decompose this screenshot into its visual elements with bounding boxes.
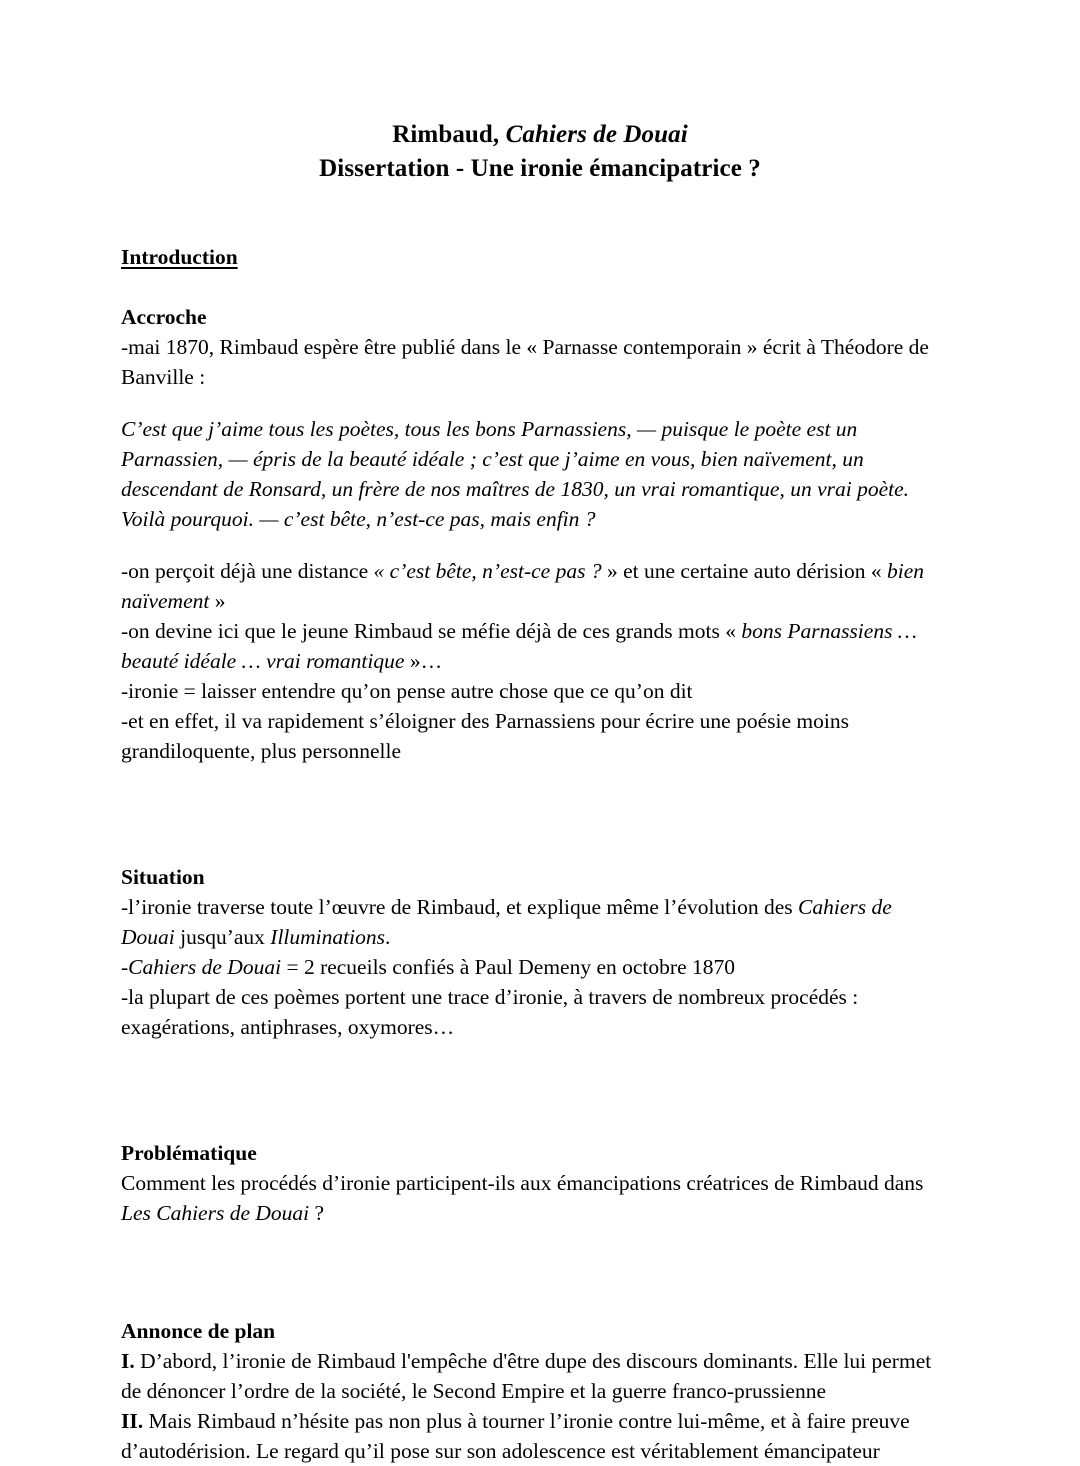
note-2-segment-b: »… [404,649,443,673]
note-1-segment-b: » et une certaine auto dérision « [601,559,887,583]
subheading-annonce-de-plan: Annonce de plan [121,1319,276,1343]
situation-2-work: Cahiers de Douai [128,955,282,979]
plan-part-2 [121,1406,950,1466]
plan-part-2-text: Mais Rimbaud n’hésite pas non plus à tourner l’ironie contre lui-même, et à faire preuve d’autodérision. Le regard qu’il pose sur son adolescence est véritablement émancipateur [121,1409,910,1463]
note-2-segment-a: -on devine ici que le jeune Rimbaud se méfie déjà de ces grands mots « [121,619,742,643]
subheading-problematique: Problématique [121,1141,257,1165]
problematique-work: Les Cahiers de Douai [121,1201,310,1225]
problematique-segment-b: ? [309,1201,325,1225]
problematique-text [121,1168,950,1228]
title-line-2: Dissertation - Une ironie émancipatrice ? [319,155,761,182]
heading-introduction: Introduction [121,245,238,269]
plan-part-1 [121,1346,950,1406]
title-line-1 [0,118,1080,152]
situation-1-work-1: Cahiers de Douai [121,895,892,949]
accroche-note-2 [121,616,950,676]
note-2-quote: bons Parnassiens … beauté idéale … vrai romantique [121,619,917,673]
spacer [121,272,950,302]
plan-part-2-marker: II. [121,1409,144,1433]
plan-part-1-marker: I. [121,1349,135,1373]
note-1-segment-c: » [209,589,226,613]
spacer [121,392,950,414]
problematique-segment-a: Comment les procédés d’ironie participent-ils aux émancipations créatrices de Rimbaud dans [121,1171,924,1195]
title-work-name: Cahiers de Douai [505,121,688,148]
note-1-segment-a: -on perçoit déjà une distance [121,559,374,583]
document-title [0,0,1080,186]
situation-1-work-2: Illuminations [270,925,385,949]
accroche-quotation: C’est que j’aime tous les poètes, tous les bons Parnassiens, — puisque le poète est un Parnassien, — épris de la beauté idéale ; c’est que j’aime en vous, bien naïvement, un descendant de Ronsard, un frère de nos maîtres de 1830, un vrai romantique, un vrai poète. Voilà pourquoi. — c’est bête, n’est-ce pas, mais enfin ? [121,417,910,531]
situation-2-segment-a: - [121,955,129,979]
note-1-quote-2: bien naïvement [121,559,924,613]
situation-1-segment-a: -l’ironie traverse toute l’œuvre de Rimbaud, et explique même l’évolution des [121,895,799,919]
accroche-note-3: -ironie = laisser entendre qu’on pense autre chose que ce qu’on dit [121,679,693,703]
spacer [121,1228,950,1316]
accroche-note-1 [121,556,950,616]
situation-1-segment-c: . [384,925,391,949]
spacer [121,534,950,556]
situation-line-2 [121,952,950,982]
accroche-intro-line: -mai 1870, Rimbaud espère être publié dans le « Parnasse contemporain » écrit à Théodore de Banville : [121,335,929,389]
subheading-situation: Situation [121,865,205,889]
situation-line-1 [121,892,950,952]
subheading-accroche: Accroche [121,305,207,329]
spacer [121,766,950,862]
spacer [121,1042,950,1138]
situation-1-segment-b: jusqu’aux [174,925,271,949]
accroche-note-4: -et en effet, il va rapidement s’éloigner des Parnassiens pour écrire une poésie moins grandiloquente, plus personnelle [121,709,849,763]
situation-2-segment-b: = 2 recueils confiés à Paul Demeny en octobre 1870 [281,955,735,979]
document-body [0,186,1080,1466]
situation-line-3: -la plupart de ces poèmes portent une trace d’ironie, à travers de nombreux procédés : exagérations, antiphrases, oxymores… [121,985,859,1039]
title-author: Rimbaud, [392,121,506,148]
note-1-quote-1: « c’est bête, n’est-ce pas ? [373,559,602,583]
plan-part-1-text: D’abord, l’ironie de Rimbaud l'empêche d'être dupe des discours dominants. Elle lui permet de dénoncer l’ordre de la société, le Second Empire et la guerre franco-prussienne [121,1349,932,1403]
